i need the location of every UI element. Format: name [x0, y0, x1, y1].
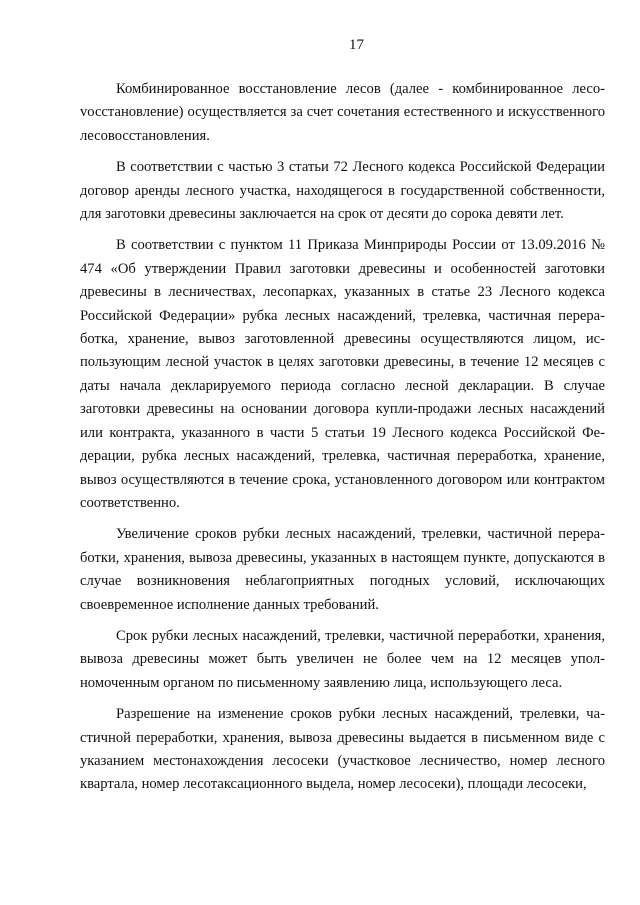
document-body — [80, 78, 605, 797]
paragraph-combined-reforestation: Комбинированное восстановление лесов (далее - комбинированное лесоvосстановление) осуществляется за счет сочетания естественного и искусственного лесовосстановления. — [80, 81, 605, 144]
paragraph-term-extension-conditions: Увеличение сроков рубки лесных насаждений, трелевки, частичной переработки, хранения, вывоза древесины, указанных в настоящем пункте, допускаются в случае возникновения неблагоприятных погодных условий, исключающих своевременное исполнение данных требований. — [80, 526, 605, 613]
paragraph-term-extension-limit: Срок рубки лесных насаждений, трелевки, частичной переработки, хранения, вывоза древесины может быть увеличен не более чем на 12 месяцев уполномоченным органом по письменному заявлению лица, использующего леса. — [80, 627, 605, 691]
page-number: 17 — [349, 37, 364, 53]
paragraph-term-change-permit: Разрешение на изменение сроков рубки лесных насаждений, трелевки, частичной переработки, хранения, вывоза древесины выдается в письменном виде с указанием местонахождения лесосеки (участковое лесничество, номер лесного квартала, номер лесотаксационного выдела, номер лесосеки), площади лесосеки, — [80, 706, 605, 793]
paragraph-harvesting-rules: В соответствии с пунктом 11 Приказа Минприроды России от 13.09.2016 № 474 «Об утверждении Правил заготовки древесины и особенностей заготовки древесины в лесничествах, лесопарках, указанных в статье 23 Лесного кодекса Российской Федерации» рубка лесных насаждений, трелевка, частичная переработка, хранение, вывоз заготовленной древесины осуществляются лицом, использующим лесной участок в целях заготовки древесины, в течение 12 месяцев с даты начала декларируемого периода согласно лесной декларации. В случае заготовки древесины на основании договора купли-продажи лесных насаждений или контракта, указанного в части 5 статьи 19 Лесного кодекса Российской Федерации, рубка лесных насаждений, трелевка, частичная переработка, хранение, вывоз осуществляются в течение срока, установленного договором или контрактом соответственно. — [80, 237, 605, 511]
paragraph-lease-term: В соответствии с частью 3 статьи 72 Лесного кодекса Российской Федерации договор аренды лесного участка, находящегося в государственной собственности, для заготовки древесины заключается на срок от десяти до сорока девяти лет. — [80, 159, 605, 223]
